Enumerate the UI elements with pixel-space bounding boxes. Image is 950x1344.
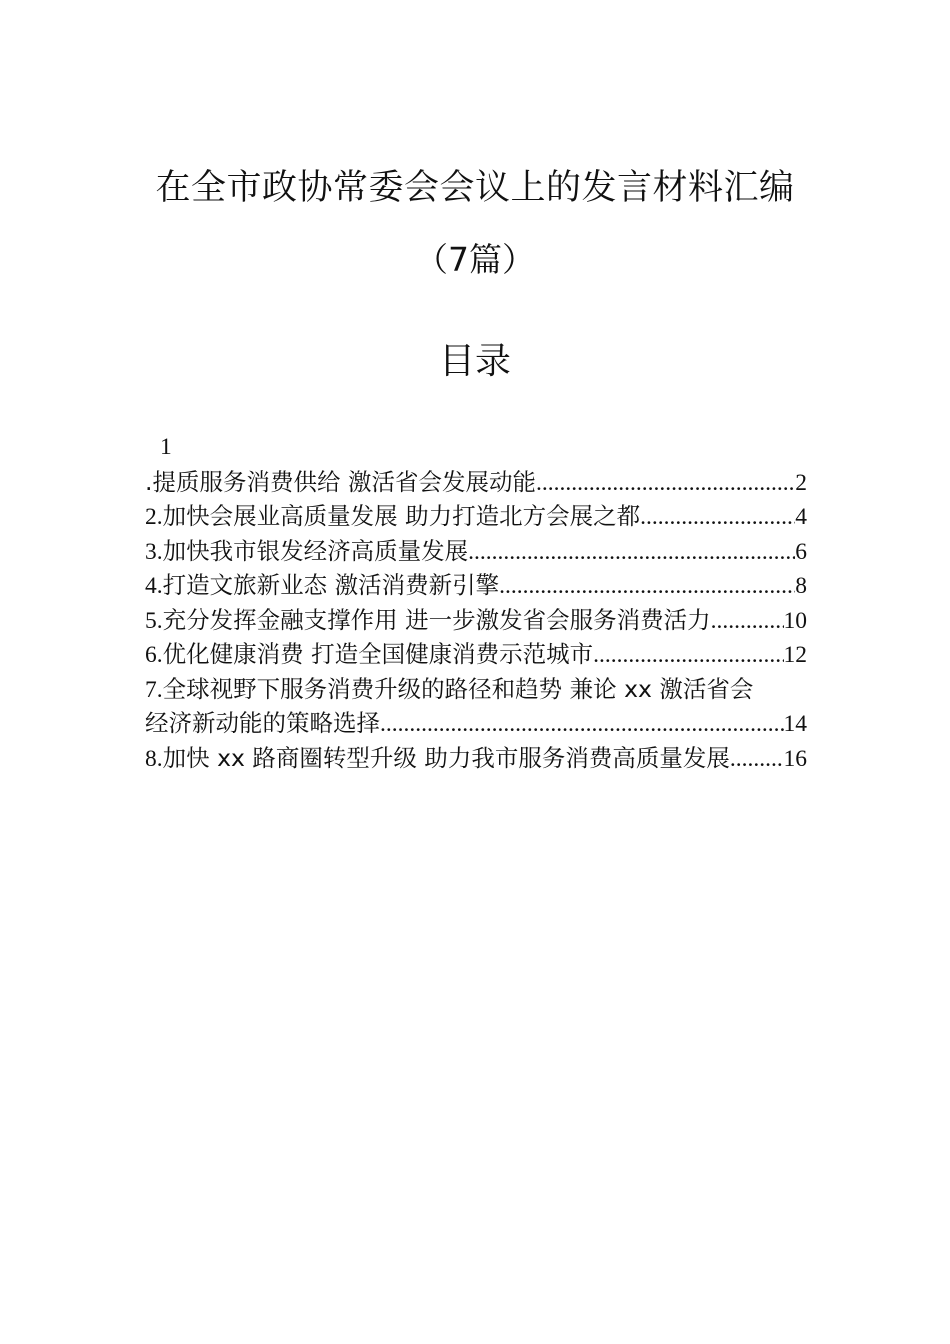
toc-entry-title: 全球视野下服务消费升级的路径和趋势 兼论 xx 激活省会: [162, 674, 754, 703]
toc-entry-page: 8: [795, 573, 807, 599]
toc-leader-dots: [380, 707, 784, 741]
toc-entry-title: .提质服务消费供给 激活省会发展动能: [145, 467, 536, 496]
toc-leader-dots: [730, 742, 784, 776]
toc-entry-title-continued: 经济新动能的策略选择: [145, 709, 380, 737]
toc-entry-5[interactable]: [145, 603, 807, 638]
table-of-contents: [145, 430, 807, 775]
toc-entry-page: 16: [783, 745, 807, 772]
toc-entry-7[interactable]: [145, 672, 807, 707]
toc-leader-dots: [593, 638, 783, 672]
toc-entry-number: 6.: [145, 642, 163, 668]
toc-entry-number: 5.: [145, 607, 163, 634]
toc-entry-title: 充分发挥金融支撑作用 进一步激发省会服务消费活力: [162, 605, 711, 634]
toc-entry-number: 4.: [145, 573, 163, 599]
toc-entry-page: 10: [783, 607, 807, 634]
document-subtitle: （7篇）: [415, 240, 535, 279]
toc-entry-number: 8.: [145, 745, 163, 772]
toc-entry-2[interactable]: [145, 499, 807, 534]
toc-entry-title: 加快我市银发经济高质量发展: [162, 536, 469, 565]
toc-entry-page: 6: [795, 538, 807, 565]
toc-entry-page: 14: [783, 711, 807, 737]
toc-leader-dots: [499, 569, 795, 603]
toc-entry-8[interactable]: [145, 741, 807, 776]
toc-entry-number: 7.: [145, 676, 163, 703]
document-title: 在全市政协常委会会议上的发言材料汇编: [155, 168, 795, 208]
toc-heading: 目录: [438, 341, 511, 382]
toc-entry-number: 1: [160, 434, 172, 460]
toc-entry-1-number-line: [145, 430, 807, 465]
toc-entry-number: 2.: [145, 504, 163, 530]
toc-entry-title: 加快 xx 路商圈转型升级 助力我市服务消费高质量发展: [162, 743, 730, 772]
toc-leader-dots: [640, 500, 795, 534]
toc-entry-page: 2: [795, 469, 807, 496]
toc-entry-title: 打造文旅新业态 激活消费新引擎: [162, 571, 500, 599]
toc-entry-number: 3.: [145, 538, 163, 565]
toc-entry-title: 优化健康消费 打造全国健康消费示范城市: [162, 640, 594, 668]
toc-entry-1[interactable]: [145, 465, 807, 500]
toc-leader-dots: [468, 535, 795, 569]
toc-entry-page: 12: [783, 642, 807, 668]
toc-entry-7-continued[interactable]: [145, 706, 807, 741]
toc-leader-dots: [536, 466, 795, 500]
toc-leader-dots: [711, 604, 784, 638]
toc-entry-4[interactable]: [145, 568, 807, 603]
toc-entry-6[interactable]: [145, 637, 807, 672]
toc-entry-page: 4: [795, 504, 807, 530]
toc-entry-title: 加快会展业高质量发展 助力打造北方会展之都: [162, 502, 641, 530]
toc-entry-3[interactable]: [145, 534, 807, 569]
